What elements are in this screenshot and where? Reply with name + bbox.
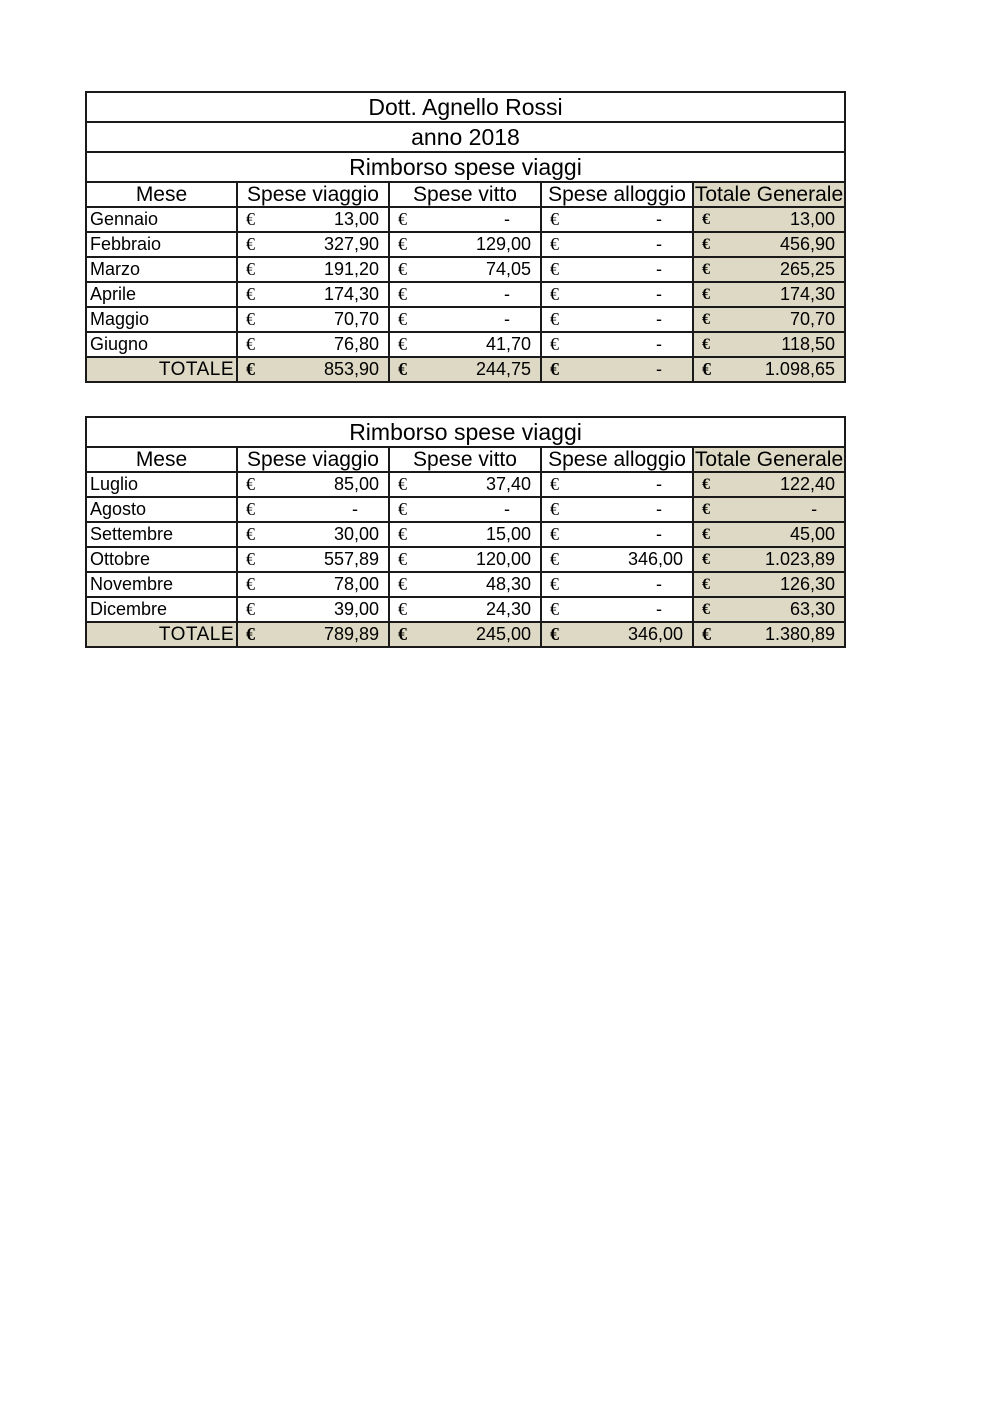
amount-value: 63,30	[790, 599, 836, 619]
amount-value: 346,00	[627, 549, 683, 569]
amount-cell	[237, 572, 389, 597]
amount-value: 346,00	[627, 624, 683, 644]
euro-symbol: €	[398, 309, 407, 329]
table-row	[86, 572, 845, 597]
totals-amount-cell	[693, 622, 845, 647]
table-row	[86, 597, 845, 622]
euro-symbol: €	[550, 209, 559, 229]
amount-value: -	[504, 284, 510, 304]
amount-value: 174,30	[323, 284, 379, 304]
amount-value: -	[352, 499, 358, 519]
euro-symbol: €	[246, 234, 255, 254]
amount-value: 15,00	[485, 524, 531, 544]
total-amount-cell	[693, 257, 845, 282]
column-header-food: Spese vitto	[389, 447, 541, 472]
euro-symbol: €	[550, 259, 559, 279]
amount-cell	[541, 497, 693, 522]
total-amount-cell	[693, 522, 845, 547]
amount-value: 245,00	[475, 624, 531, 644]
total-amount-cell	[693, 572, 845, 597]
amount-cell	[389, 572, 541, 597]
month-cell: Gennaio	[86, 207, 237, 232]
totals-amount-cell	[237, 622, 389, 647]
euro-symbol: €	[398, 259, 407, 279]
euro-symbol: €	[702, 311, 710, 328]
amount-value: -	[504, 209, 510, 229]
amount-cell	[389, 232, 541, 257]
euro-symbol: €	[702, 501, 710, 518]
euro-symbol: €	[702, 211, 710, 228]
amount-value: -	[656, 474, 662, 494]
amount-value: 244,75	[475, 359, 531, 379]
amount-value: 70,70	[333, 309, 379, 329]
amount-value: 30,00	[333, 524, 379, 544]
column-header-total: Totale Generale	[694, 448, 844, 471]
amount-value: 122,40	[780, 474, 836, 494]
table-row	[86, 307, 845, 332]
amount-value: 853,90	[323, 359, 379, 379]
amount-cell	[389, 332, 541, 357]
amount-value: 76,80	[333, 334, 379, 354]
amount-value: -	[656, 209, 662, 229]
euro-symbol: €	[398, 599, 407, 619]
euro-symbol: €	[398, 334, 407, 354]
euro-symbol: €	[398, 574, 407, 594]
year-label: anno 2018	[86, 122, 845, 152]
total-amount-cell	[693, 232, 845, 257]
totals-row	[86, 622, 845, 647]
euro-symbol: €	[702, 261, 710, 278]
euro-symbol: €	[702, 624, 711, 644]
month-cell: Febbraio	[86, 232, 237, 257]
amount-cell	[237, 332, 389, 357]
amount-value: 191,20	[323, 259, 379, 279]
euro-symbol: €	[246, 574, 255, 594]
amount-cell	[541, 472, 693, 497]
amount-cell	[237, 522, 389, 547]
euro-symbol: €	[246, 549, 255, 569]
amount-value: -	[656, 234, 662, 254]
amount-value: 41,70	[485, 334, 531, 354]
column-header-lodging: Spese alloggio	[541, 182, 693, 207]
euro-symbol: €	[398, 474, 407, 494]
amount-value: 37,40	[485, 474, 531, 494]
amount-value: -	[656, 499, 662, 519]
amount-value: 39,00	[333, 599, 379, 619]
euro-symbol: €	[398, 284, 407, 304]
amount-value: 13,00	[789, 209, 835, 229]
totals-amount-cell	[541, 622, 693, 647]
amount-value: -	[656, 524, 662, 544]
euro-symbol: €	[702, 286, 710, 303]
euro-symbol: €	[550, 524, 559, 544]
amount-cell	[237, 257, 389, 282]
total-amount-cell	[693, 497, 845, 522]
amount-value: 456,90	[779, 234, 835, 254]
amount-cell	[389, 547, 541, 572]
totals-amount-cell	[389, 357, 541, 382]
euro-symbol: €	[246, 209, 255, 229]
amount-cell	[541, 597, 693, 622]
amount-cell	[541, 332, 693, 357]
amount-cell	[541, 522, 693, 547]
amount-cell	[237, 232, 389, 257]
table-row	[86, 522, 845, 547]
euro-symbol: €	[398, 624, 407, 644]
month-cell: Novembre	[86, 572, 237, 597]
euro-symbol: €	[246, 474, 255, 494]
column-header-total: Totale Generale	[694, 183, 844, 206]
total-amount-cell	[693, 207, 845, 232]
table-title: Rimborso spese viaggi	[86, 152, 845, 182]
table-row	[86, 472, 845, 497]
euro-symbol: €	[702, 526, 710, 543]
euro-symbol: €	[398, 234, 407, 254]
euro-symbol: €	[702, 336, 710, 353]
month-cell: Ottobre	[86, 547, 237, 572]
amount-value: -	[656, 259, 662, 279]
totals-label: TOTALE	[86, 357, 237, 382]
amount-value: -	[656, 574, 662, 594]
amount-cell	[541, 207, 693, 232]
amount-value: 174,30	[779, 284, 835, 304]
amount-value: 118,50	[781, 334, 835, 354]
amount-cell	[541, 282, 693, 307]
amount-value: -	[656, 309, 662, 329]
month-cell: Agosto	[86, 497, 237, 522]
amount-value: 70,70	[789, 309, 835, 329]
amount-cell	[389, 472, 541, 497]
euro-symbol: €	[550, 624, 559, 644]
amount-value: 129,00	[475, 234, 531, 254]
amount-value: -	[656, 284, 662, 304]
euro-symbol: €	[246, 599, 255, 619]
amount-cell	[389, 282, 541, 307]
amount-value: 327,90	[323, 234, 379, 254]
month-cell: Marzo	[86, 257, 237, 282]
month-cell: Dicembre	[86, 597, 237, 622]
amount-value: -	[811, 499, 818, 519]
amount-value: 265,25	[779, 259, 835, 279]
totals-amount-cell	[237, 357, 389, 382]
table-row	[86, 282, 845, 307]
euro-symbol: €	[550, 284, 559, 304]
totals-amount-cell	[541, 357, 693, 382]
table-row	[86, 232, 845, 257]
total-amount-cell	[693, 282, 845, 307]
euro-symbol: €	[398, 549, 407, 569]
totals-label: TOTALE	[86, 622, 237, 647]
table-title: Rimborso spese viaggi	[86, 417, 845, 447]
table-row	[86, 547, 845, 572]
table-row	[86, 257, 845, 282]
euro-symbol: €	[550, 359, 559, 379]
month-cell: Giugno	[86, 332, 237, 357]
euro-symbol: €	[550, 599, 559, 619]
euro-symbol: €	[702, 576, 710, 593]
amount-cell	[389, 307, 541, 332]
amount-cell	[389, 522, 541, 547]
column-header-month: Mese	[86, 447, 237, 472]
euro-symbol: €	[702, 359, 711, 379]
amount-value: 78,00	[333, 574, 379, 594]
amount-value: -	[656, 599, 662, 619]
amount-cell	[237, 307, 389, 332]
amount-value: -	[656, 359, 662, 379]
amount-cell	[237, 547, 389, 572]
amount-value: 24,30	[485, 599, 531, 619]
total-amount-cell	[693, 332, 845, 357]
amount-value: 557,89	[323, 549, 379, 569]
euro-symbol: €	[550, 474, 559, 494]
totals-amount-cell	[389, 622, 541, 647]
euro-symbol: €	[550, 234, 559, 254]
totals-row	[86, 357, 845, 382]
total-amount-cell	[693, 597, 845, 622]
euro-symbol: €	[246, 624, 255, 644]
month-cell: Aprile	[86, 282, 237, 307]
total-amount-cell	[693, 307, 845, 332]
euro-symbol: €	[702, 601, 710, 618]
amount-value: 85,00	[333, 474, 379, 494]
amount-cell	[237, 282, 389, 307]
expense-table-second-half	[85, 416, 846, 648]
amount-cell	[389, 257, 541, 282]
amount-cell	[389, 207, 541, 232]
amount-cell	[237, 472, 389, 497]
amount-value: -	[656, 334, 662, 354]
euro-symbol: €	[246, 259, 255, 279]
euro-symbol: €	[246, 284, 255, 304]
total-amount-cell	[693, 547, 845, 572]
table-row	[86, 497, 845, 522]
amount-value: 120,00	[475, 549, 531, 569]
euro-symbol: €	[246, 524, 255, 544]
euro-symbol: €	[398, 209, 407, 229]
euro-symbol: €	[246, 499, 255, 519]
amount-value: 1.098,65	[764, 359, 835, 379]
amount-cell	[237, 497, 389, 522]
amount-value: 13,00	[333, 209, 379, 229]
column-header-lodging: Spese alloggio	[541, 447, 693, 472]
amount-value: 1.023,89	[764, 549, 836, 569]
euro-symbol: €	[702, 551, 710, 568]
amount-value: -	[504, 309, 510, 329]
month-cell: Luglio	[86, 472, 237, 497]
amount-cell	[541, 307, 693, 332]
amount-cell	[237, 597, 389, 622]
column-header-travel: Spese viaggio	[237, 182, 389, 207]
euro-symbol: €	[550, 309, 559, 329]
amount-value: -	[504, 499, 510, 519]
amount-cell	[389, 597, 541, 622]
amount-cell	[541, 572, 693, 597]
month-cell: Settembre	[86, 522, 237, 547]
amount-cell	[541, 232, 693, 257]
euro-symbol: €	[550, 574, 559, 594]
amount-cell	[541, 257, 693, 282]
amount-cell	[541, 547, 693, 572]
euro-symbol: €	[702, 236, 710, 253]
amount-value: 74,05	[485, 259, 531, 279]
table-row	[86, 332, 845, 357]
expense-table-first-half	[85, 91, 846, 383]
amount-cell	[237, 207, 389, 232]
amount-value: 45,00	[790, 524, 836, 544]
amount-value: 48,30	[485, 574, 531, 594]
euro-symbol: €	[246, 334, 255, 354]
euro-symbol: €	[550, 549, 559, 569]
month-cell: Maggio	[86, 307, 237, 332]
euro-symbol: €	[702, 476, 710, 493]
amount-value: 126,30	[780, 574, 836, 594]
column-header-food: Spese vitto	[389, 182, 541, 207]
total-amount-cell	[693, 472, 845, 497]
euro-symbol: €	[398, 524, 407, 544]
amount-value: 1.380,89	[764, 624, 836, 644]
euro-symbol: €	[398, 359, 407, 379]
doctor-name: Dott. Agnello Rossi	[86, 92, 845, 122]
euro-symbol: €	[398, 499, 407, 519]
euro-symbol: €	[246, 359, 255, 379]
amount-cell	[389, 497, 541, 522]
totals-amount-cell	[693, 357, 845, 382]
euro-symbol: €	[550, 499, 559, 519]
table-row	[86, 207, 845, 232]
column-header-travel: Spese viaggio	[237, 447, 389, 472]
euro-symbol: €	[246, 309, 255, 329]
amount-value: 789,89	[323, 624, 379, 644]
column-header-month: Mese	[86, 182, 237, 207]
euro-symbol: €	[550, 334, 559, 354]
